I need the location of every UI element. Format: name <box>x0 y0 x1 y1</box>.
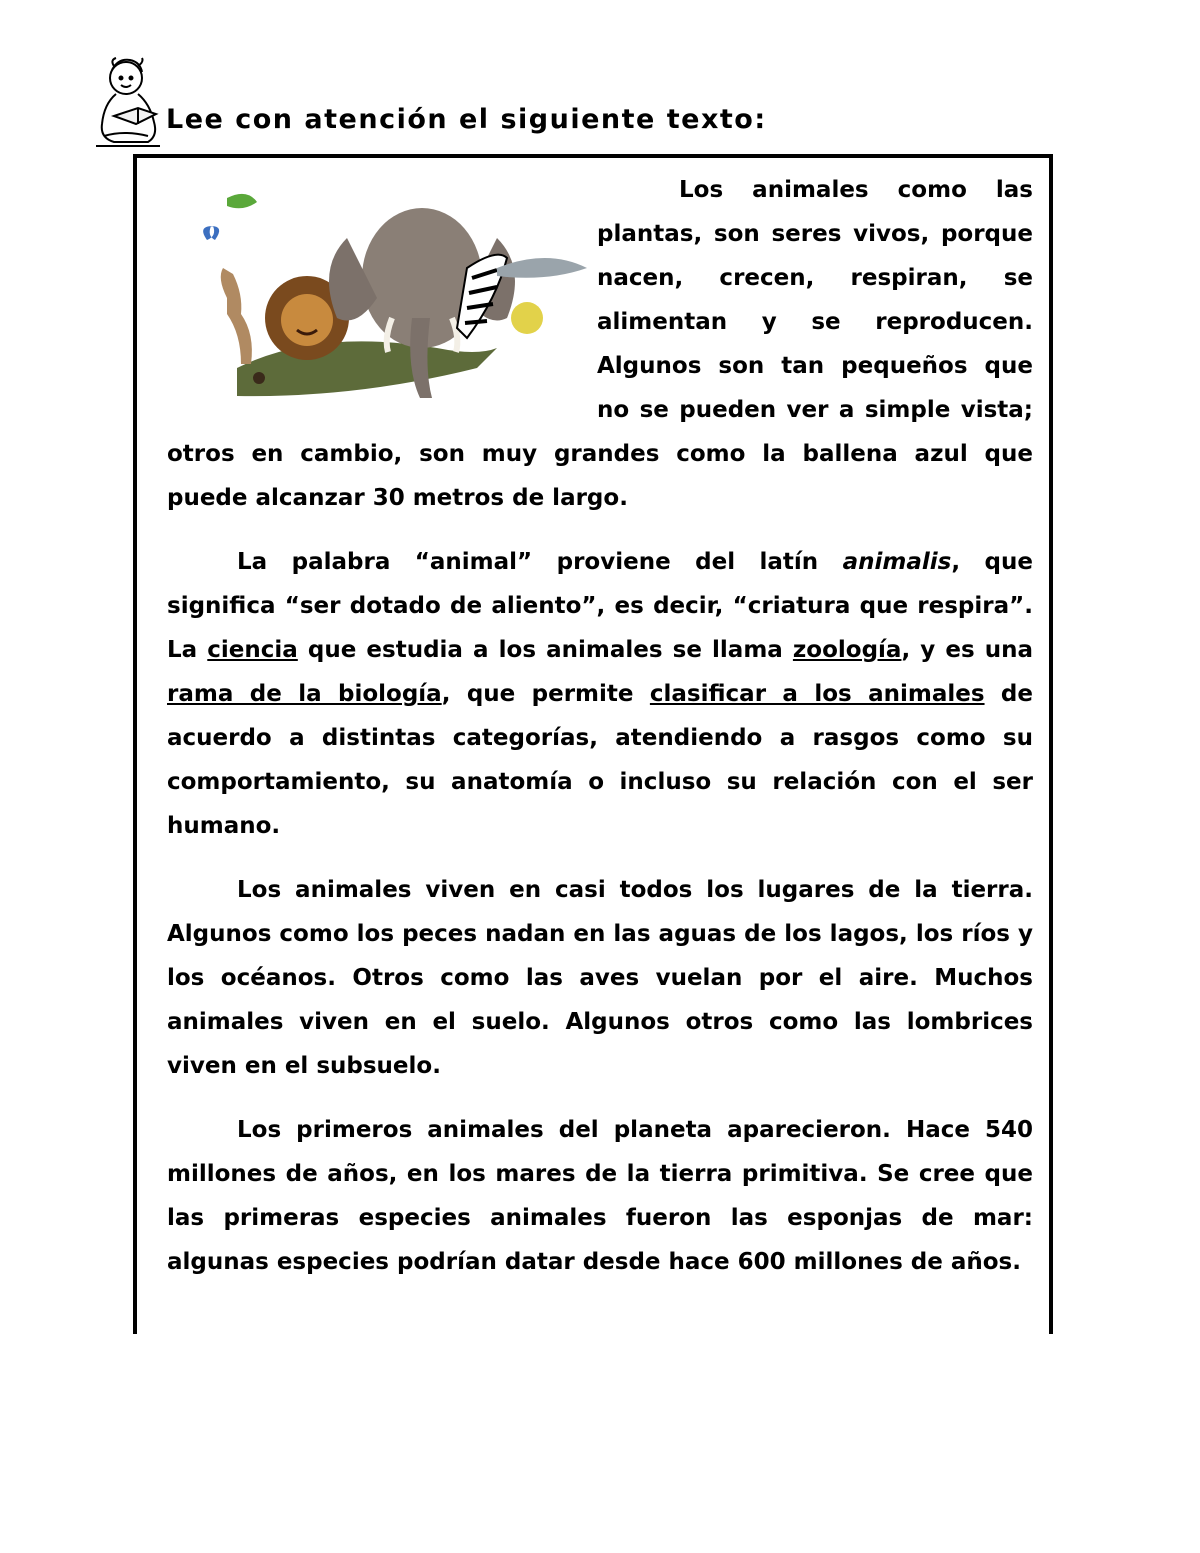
animals-collage-illustration <box>167 168 597 430</box>
header <box>94 56 794 150</box>
underlined-clasificar: clasificar a los animales <box>649 681 985 707</box>
latin-term: animalis <box>842 549 952 575</box>
underlined-rama-biologia: rama de la biología <box>167 681 442 707</box>
child-reading-icon <box>94 56 162 148</box>
reading-text <box>167 168 1033 1304</box>
p2-text-1: La palabra “animal” proviene del latín <box>237 549 843 575</box>
p2-text-7: , y es una <box>901 637 1034 663</box>
p2-text-11: de acuerdo a distintas categorías, atendiendo a rasgos como su comportamiento, su anatomía o incluso su relación con el ser humano. <box>167 681 1033 839</box>
paragraph-3: Los animales viven en casi todos los lugares de la tierra. Algunos como los peces nadan en las aguas de los lagos, los ríos y los océanos. Otros como las aves vuelan por el aire. Muchos animales viven en el suelo. Algunos otros como las lombrices viven en el subsuelo. <box>167 877 1033 1079</box>
underlined-ciencia: ciencia <box>207 637 298 663</box>
underlined-zoologia: zoología <box>792 637 902 663</box>
p2-text-5: que estudia a los animales se llama <box>297 637 793 663</box>
page-title: Lee con atención el siguiente texto: <box>166 104 767 135</box>
paragraph-2 <box>167 540 1033 848</box>
p2-text-3: , que significa “ser dotado de aliento”, es decir, “criatura que respira”. La <box>167 549 1033 663</box>
paragraph-1-text: Los animales como las plantas, son seres vivos, porque nacen, crecen, respiran, se alimentan y se reproducen. Algunos son tan pequeños que no se pueden ver a simple vista; otros en cambio, son muy grandes como la ballena azul que puede alcanzar 30 metros de largo. <box>167 177 1033 511</box>
paragraph-4: Los primeros animales del planeta aparecieron. Hace 540 millones de años, en los mares de la tierra primitiva. Se cree que las primeras especies animales fueron las esponjas de mar: algunas especies podrían datar desde hace 600 millones de años. <box>167 1117 1033 1275</box>
p2-text-9: , que permite <box>441 681 650 707</box>
